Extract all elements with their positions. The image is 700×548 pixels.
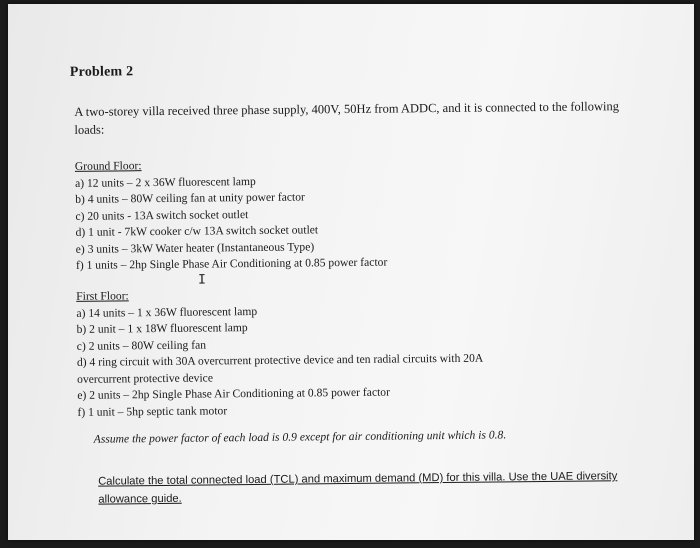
intro-paragraph: A two-storey villa received three phase supply, 400V, 50Hz from ADDC, and it is connected to the following loads: (74, 99, 620, 137)
text-cursor-icon: I (197, 272, 206, 288)
ground-floor-item-e: e) 3 units – 3kW Water heater (Instantaneous Type) (75, 239, 315, 256)
first-floor-item-e: e) 2 units – 2hp Single Phase Air Conditioning at 0.85 power factor (77, 385, 390, 402)
ground-floor-item-a: a) 12 units – 2 x 36W fluorescent lamp (74, 174, 256, 190)
task-instruction: Calculate the total connected load (TCL) and maximum demand (MD) for this villa. Use the UAE diversity allowance guide. (98, 470, 618, 506)
first-floor-item-a: a) 14 units – 1 x 36W fluorescent lamp (76, 304, 258, 320)
assumption-note: Assume the power factor of each load is 0.9 except for air conditioning unit which is 0.8. (93, 428, 507, 446)
ground-floor-heading: Ground Floor: (74, 159, 142, 173)
first-floor-item-c: c) 2 units – 80W ceiling fan (76, 338, 207, 353)
ground-floor-item-c: c) 20 units - 13A switch socket outlet (75, 207, 249, 223)
first-floor-item-d: d) 4 ring circuit with 30A overcurrent protective device and ten radial circuits with 20A overcurrent protective device (76, 351, 483, 386)
ground-floor-item-d: d) 1 unit - 7kW cooker c/w 13A switch socket outlet (75, 223, 319, 239)
first-floor-heading: First Floor: (76, 289, 129, 303)
first-floor-section (76, 283, 657, 421)
first-floor-item-b: b) 2 unit – 1 x 18W fluorescent lamp (76, 321, 248, 336)
problem-title: Problem 2 (69, 64, 134, 80)
ground-floor-section (75, 153, 656, 275)
ground-floor-item-f: f) 1 units – 2hp Single Phase Air Conditioning at 0.85 power factor (75, 255, 388, 272)
ground-floor-item-b: b) 4 units – 80W ceiling fan at unity power factor (75, 190, 305, 206)
first-floor-item-f: f) 1 unit – 5hp septic tank motor (77, 403, 228, 419)
